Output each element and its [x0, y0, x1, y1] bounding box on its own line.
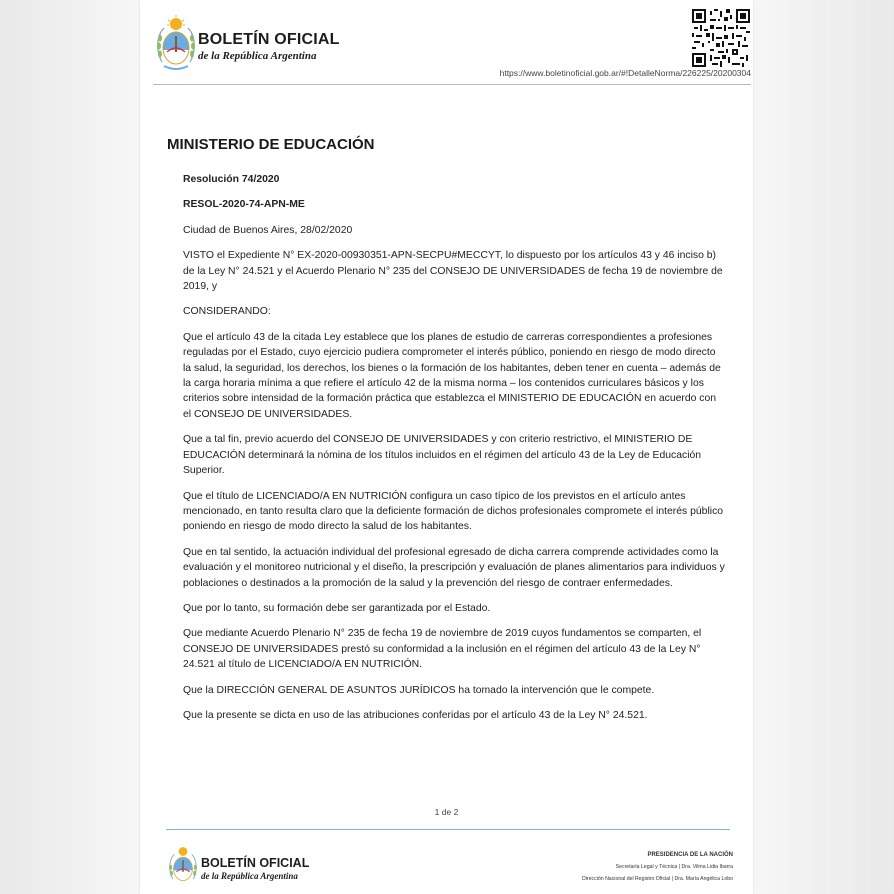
footer-line-1: Secretaría Legal y Técnica | Dra. Vilma Lidia Ibarra — [615, 864, 733, 870]
paragraph: Que en tal sentido, la actuación individual del profesional egresado de dicha carrera comprende actividades como la evaluación y el monitoreo nutricional y el diseño, la prescripción y evaluación de planes alimentarios para individuos y poblaciones o destinados a la promoción de la salud y la prevención del riesgo de contraer enfermedades. — [183, 546, 725, 589]
qr-code-icon — [692, 9, 750, 67]
right-margin — [753, 0, 894, 894]
paragraph: CONSIDERANDO: — [183, 306, 271, 318]
document-body — [183, 172, 725, 733]
footer-logo-title: BOLETÍN OFICIAL — [201, 856, 310, 870]
footer-logo-subtitle: de la República Argentina — [201, 871, 298, 881]
left-margin — [0, 0, 140, 894]
coat-of-arms-icon — [167, 843, 199, 889]
resolution-code: RESOL-2020-74-APN-ME — [183, 199, 305, 211]
paragraph: VISTO el Expediente N° EX-2020-00930351-APN-SECPU#MECCYT, lo dispuesto por los artículos 43 y 46 inciso b) de la Ley N° 24.521 y el Acuerdo Plenario N° 235 del CONSEJO DE UNIVERSIDADES de fecha 19 de noviembre de 2019, y — [183, 250, 723, 293]
footer-credits — [582, 849, 733, 885]
footer-divider — [166, 829, 730, 830]
footer-presidency: PRESIDENCIA DE LA NACIÓN — [647, 852, 733, 858]
paragraph: Que por lo tanto, su formación debe ser garantizada por el Estado. — [183, 602, 491, 614]
header-logo-title: BOLETÍN OFICIAL — [198, 31, 340, 48]
place-date: Ciudad de Buenos Aires, 28/02/2020 — [183, 224, 353, 236]
paragraph: Que mediante Acuerdo Plenario N° 235 de fecha 19 de noviembre de 2019 cuyos fundamentos se comparten, el CONSEJO DE UNIVERSIDADES prestó su conformidad a la inclusión en el régimen del artículo 43 de la Ley N° 24.521 al título de LICENCIADO/A EN NUTRICIÓN. — [183, 628, 702, 671]
paragraph: Que el título de LICENCIADO/A EN NUTRICIÓN configura un caso típico de los previstos en el artículo antes mencionado, en tanto resulta claro que la deficiente formación de dichos profesionales compromete el interés público poniendo en riesgo de modo directo la salud de los habitantes. — [183, 490, 724, 533]
paragraph: Que la DIRECCIÓN GENERAL DE ASUNTOS JURÍDICOS ha tomado la intervención que le compete. — [183, 684, 655, 696]
document-url[interactable]: https://www.boletinoficial.gob.ar/#!DetalleNorma/226225/20200304 — [499, 68, 751, 78]
resolution-number: Resolución 74/2020 — [183, 174, 280, 185]
footer-line-2: Dirección Nacional del Registro Oficial | Dra. María Angélica Lobo — [582, 876, 733, 882]
ministry-title: MINISTERIO DE EDUCACIÓN — [167, 136, 375, 153]
paragraph: Que a tal fin, previo acuerdo del CONSEJO DE UNIVERSIDADES y con criterio restrictivo, el MINISTERIO DE EDUCACIÓN determinará la nómina de los títulos incluidos en el régimen del artículo 43 de la Ley de Educación Superior. — [183, 434, 702, 477]
document-page — [140, 0, 753, 894]
paragraph: Que el artículo 43 de la citada Ley establece que los planes de estudio de carreras correspondientes a profesiones reguladas por el Estado, cuyo ejercicio pudiera comprometer el interés público, poniendo en riesgo de modo directo la salud, la seguridad, los derechos, los bienes o la formación de los habitantes, deben tener en cuenta – además de la carga horaria mínima a que refiere el artículo 42 de la misma norma – los contenidos curriculares básicos y los criterios sobre intensidad de la formación práctica que establezca el MINISTERIO DE EDUCACIÓN en acuerdo con el CONSEJO DE UNIVERSIDADES. — [183, 331, 721, 420]
header-logo-subtitle: de la República Argentina — [198, 50, 317, 62]
coat-of-arms-icon — [154, 14, 198, 74]
page-number: 1 de 2 — [434, 807, 459, 817]
header-divider — [153, 84, 751, 85]
paragraph: Que la presente se dicta en uso de las atribuciones conferidas por el artículo 43 de la Ley N° 24.521. — [183, 709, 648, 721]
